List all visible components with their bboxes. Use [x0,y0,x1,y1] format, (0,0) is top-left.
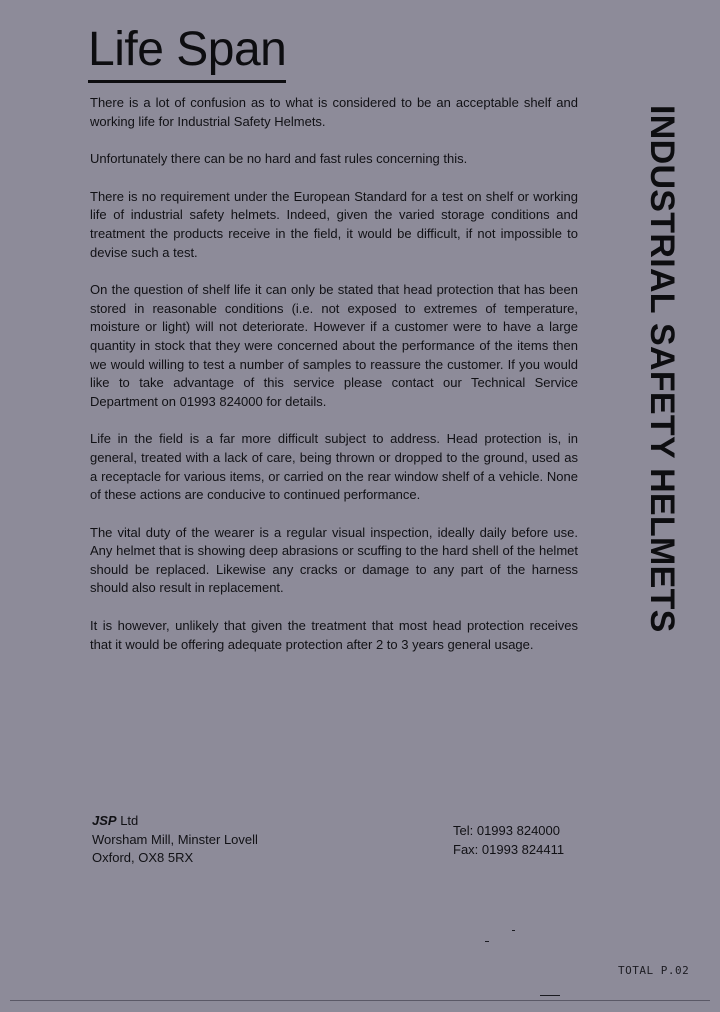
scan-speck [512,930,515,931]
paragraph-shelf-life: On the question of shelf life it can only be stated that head protection that has been stored in reasonable conditions (i.e. not exposed to extremes of temperature, moisture or light) will not deteriorate. However if a customer were to have a large quantity in stock that they were concerned about the performance of the items then we would willing to test a number of samples to reassure the customer. If you would like to take advantage of this service please contact our Technical Service Department on 01993 824000 for details. [90,282,578,409]
telephone-number: Tel: 01993 824000 [453,823,560,838]
address-line-1: Worsham Mill, Minster Lovell [92,831,258,847]
fax-number: Fax: 01993 824411 [453,841,565,857]
page-title: Life Span [88,22,286,83]
body-text [90,94,578,673]
paragraph-intro: There is a lot of confusion as to what is considered to be an acceptable shelf and working life for Industrial Safety Helmets. [90,95,578,129]
company-address [92,812,258,868]
paragraph-european-standard: There is no requirement under the European Standard for a test on shelf or working life of industrial safety helmets. Indeed, given the varied storage conditions and treatment the products receive in the field, it would be difficult, if not impossible to devise such a test. [90,188,578,260]
scan-speck [485,941,489,942]
paragraph-conclusion: It is however, unlikely that given the treatment that most head protection receives that it would be offering adequate protection after 2 to 3 years general usage. [90,618,578,652]
address-line-2: Oxford, OX8 5RX [92,850,194,865]
scan-speck [540,995,560,996]
side-heading: INDUSTRIAL SAFETY HELMETS [643,105,681,633]
contact-block [453,822,564,859]
paragraph-life-in-field: Life in the field is a far more difficult subject to address. Head protection is, in general, treated with a lack of care, being thrown or dropped to the ground, used as a receptacle for various items, or carried on the rear window shelf of a vehicle. None of these actions are conducive to continued performance. [90,431,578,503]
company-suffix: Ltd [116,813,139,828]
fax-page-footer: TOTAL P.02 [618,964,690,977]
company-name [92,812,258,831]
paragraph-no-rules: Unfortunately there can be no hard and fast rules concerning this. [90,151,468,167]
paragraph-visual-inspection: The vital duty of the wearer is a regular visual inspection, ideally daily before use. Any helmet that is showing deep abrasions or scuffing to the hard shell of the helmet should be replaced. Likewise any cracks or damage to any part of the harness should also result in replacement. [90,524,578,596]
company-abbr: JSP [92,813,117,828]
scan-edge-line [10,1000,710,1001]
